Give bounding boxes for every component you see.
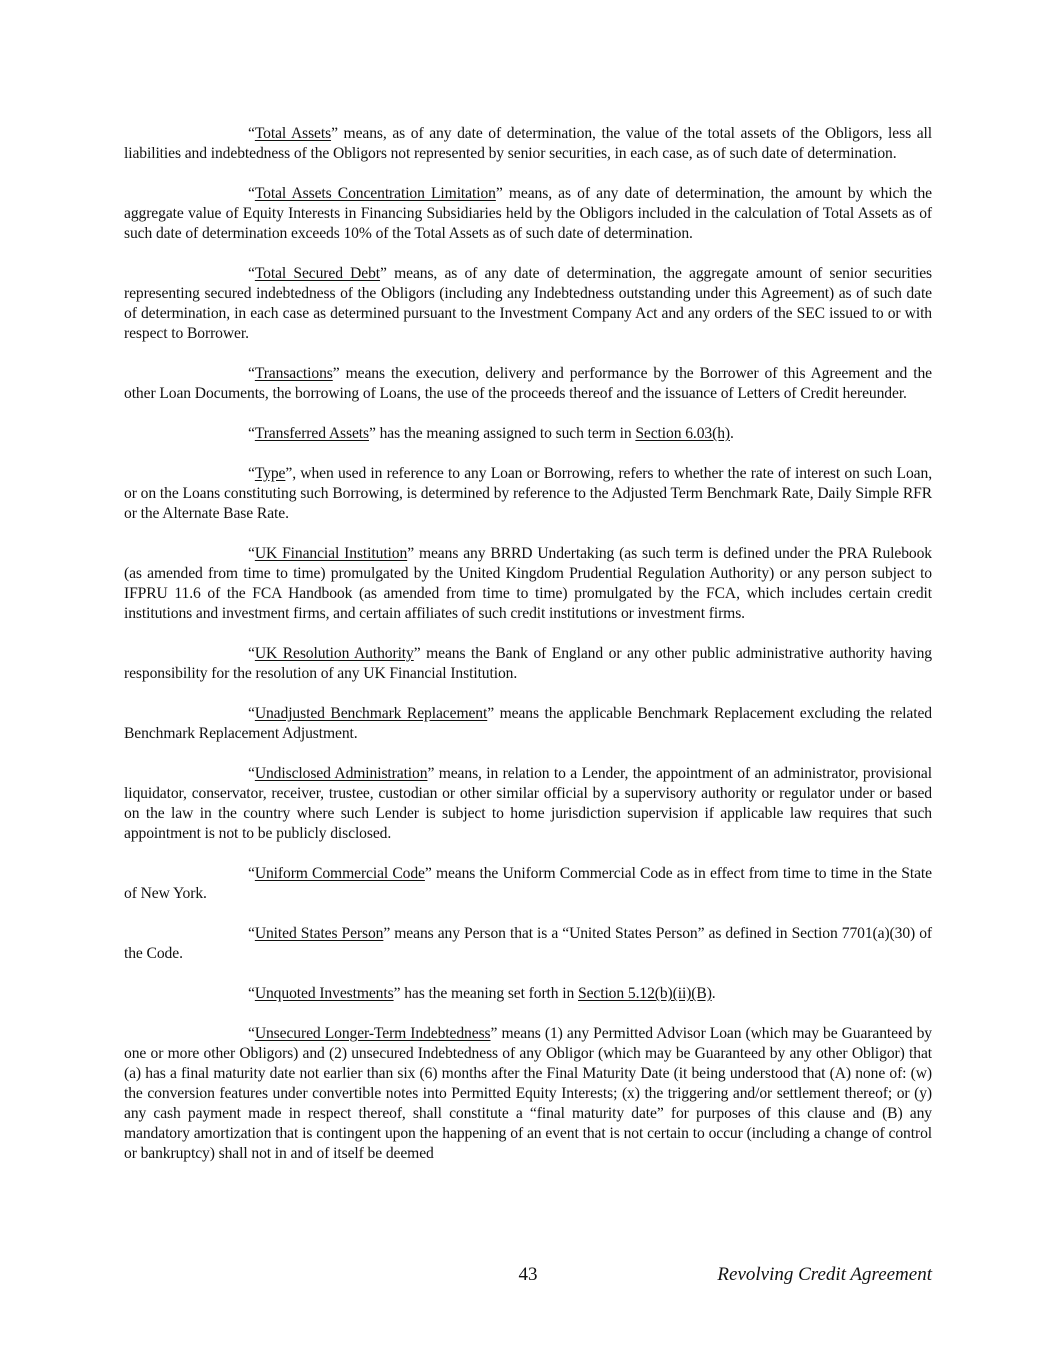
paragraph-text: “ (248, 265, 255, 282)
defined-term: Type (254, 465, 286, 482)
section-reference: Section 6.03(h) (635, 425, 730, 442)
paragraph-text: ” means the Uniform Commercial Code as in effect from time to time in the State of New York. (124, 865, 932, 902)
paragraph-text: “ (248, 985, 255, 1002)
defined-term: United States Person (254, 925, 384, 942)
paragraph-text: . (730, 425, 734, 442)
paragraph-text: ” means the Bank of England or any other public administrative authority having responsibility for the resolution of any UK Financial Institution. (124, 645, 932, 682)
document-body (124, 124, 932, 1184)
section-reference: Section 5.12(b)(ii)(B) (578, 985, 712, 1002)
definition-paragraph (124, 464, 932, 524)
paragraph-text: “ (248, 185, 255, 202)
paragraph-text: “ (248, 925, 255, 942)
definition-paragraph (124, 364, 932, 404)
paragraph-text: . (711, 985, 716, 1002)
defined-term: UK Resolution Authority (254, 645, 414, 662)
paragraph-text: “ (248, 865, 255, 882)
definition-paragraph (124, 924, 932, 964)
paragraph-text: ” means, as of any date of determination, the value of the total assets of the Obligors, less all liabilities and indebtedness of the Obligors not represented by senior securities, in each case, as of such date of determination. (124, 125, 932, 162)
paragraph-text: ”, when used in reference to any Loan or Borrowing, refers to whether the rate of interest on such Loan, or on the Loans constituting such Borrowing, is determined by reference to the Adjusted Term Benchmark Rate, Daily Simple RFR or the Alternate Base Rate. (124, 465, 932, 522)
defined-term: Transferred Assets (254, 425, 369, 442)
definition-paragraph (124, 264, 932, 344)
definition-paragraph (124, 544, 932, 624)
defined-term: Total Secured Debt (254, 265, 381, 282)
paragraph-text: “ (248, 125, 255, 142)
definition-paragraph (124, 704, 932, 744)
page-number: 43 (518, 1264, 538, 1285)
paragraph-text: ” means, as of any date of determination, the amount by which the aggregate value of Equity Interests in Financing Subsidiaries held by the Obligors included in the calculation of Total Assets as of such date of determination exceeds 10% of the Total Assets as of such date of determination. (124, 185, 932, 242)
paragraph-text: “ (248, 765, 255, 782)
defined-term: Transactions (254, 365, 333, 382)
definition-paragraph (124, 124, 932, 164)
definition-paragraph (124, 184, 932, 244)
paragraph-text: “ (248, 425, 255, 442)
paragraph-text: ” has the meaning assigned to such term in (368, 425, 636, 442)
definition-paragraph (124, 864, 932, 904)
paragraph-text: ” means the execution, delivery and performance by the Borrower of this Agreement and the other Loan Documents, the borrowing of Loans, the use of the proceeds thereof and the issuance of Letters of Credit hereunder. (124, 365, 932, 402)
paragraph-text: ” means any Person that is a “United States Person” as defined in Section 7701(a)(30) of the Code. (124, 925, 932, 962)
paragraph-text: ” has the meaning set forth in (393, 985, 578, 1002)
paragraph-text: “ (248, 1025, 255, 1042)
paragraph-text: ” means, in relation to a Lender, the appointment of an administrator, provisional liquidator, conservator, receiver, trustee, custodian or other similar official by a supervisory authority or regulator under or based on the law in the country where such Lender is subject to home jurisdiction supervision if applicable law requires that such appointment is not to be publicly disclosed. (124, 765, 932, 842)
defined-term: Unquoted Investments (254, 985, 394, 1002)
definition-paragraph (124, 984, 932, 1004)
document-title: Revolving Credit Agreement (717, 1264, 932, 1285)
definition-paragraph (124, 1024, 932, 1164)
paragraph-text: “ (248, 465, 255, 482)
defined-term: Undisclosed Administration (254, 765, 428, 782)
paragraph-text: “ (248, 545, 255, 562)
defined-term: Unsecured Longer-Term Indebtedness (254, 1025, 491, 1042)
paragraph-text: “ (248, 365, 255, 382)
paragraph-text: ” means the applicable Benchmark Replacement excluding the related Benchmark Replacement Adjustment. (124, 705, 932, 742)
paragraph-text: ” means, as of any date of determination, the aggregate amount of senior securities representing secured indebtedness of the Obligors (including any Indebtedness outstanding under this Agreement) as of such date of determination, in each case as determined pursuant to the Investment Company Act and any orders of the SEC issued to or with respect to Borrower. (124, 265, 933, 342)
definition-paragraph (124, 424, 932, 444)
defined-term: Total Assets Concentration Limitation (254, 185, 496, 202)
defined-term: Total Assets (254, 125, 332, 142)
paragraph-text: “ (248, 645, 255, 662)
definition-paragraph (124, 644, 932, 684)
definition-paragraph (124, 764, 932, 844)
paragraph-text: ” means any BRRD Undertaking (as such term is defined under the PRA Rulebook (as amended from time to time) promulgated by the United Kingdom Prudential Regulation Authority) or any person subject to IFPRU 11.6 of the FCA Handbook (as amended from time to time) promulgated by the FCA, which includes certain credit institutions and investment firms, and certain affiliates of such credit institutions or investment firms. (124, 545, 933, 622)
paragraph-text: “ (248, 705, 255, 722)
paragraph-text: ” means (1) any Permitted Advisor Loan (which may be Guaranteed by one or more other Obligors) and (2) unsecured Indebtedness of any Obligor (which may be Guaranteed by any other Obligor) that (a) has a final maturity date not earlier than six (6) months after the Final Maturity Date (it being understood that (A) none of: (w) the conversion features under convertible notes into Permitted Equity Interests; (x) the triggering and/or settlement thereof; or (y) any cash payment made in respect thereof, shall constitute a “final maturity date” for purposes of this clause and (B) any mandatory amortization that is contingent upon the happening of an event that is not certain to occur (including a change of control or bankruptcy) shall not in and of itself be deemed (124, 1025, 932, 1162)
defined-term: Uniform Commercial Code (254, 865, 425, 882)
defined-term: UK Financial Institution (254, 545, 408, 562)
defined-term: Unadjusted Benchmark Replacement (254, 705, 488, 722)
